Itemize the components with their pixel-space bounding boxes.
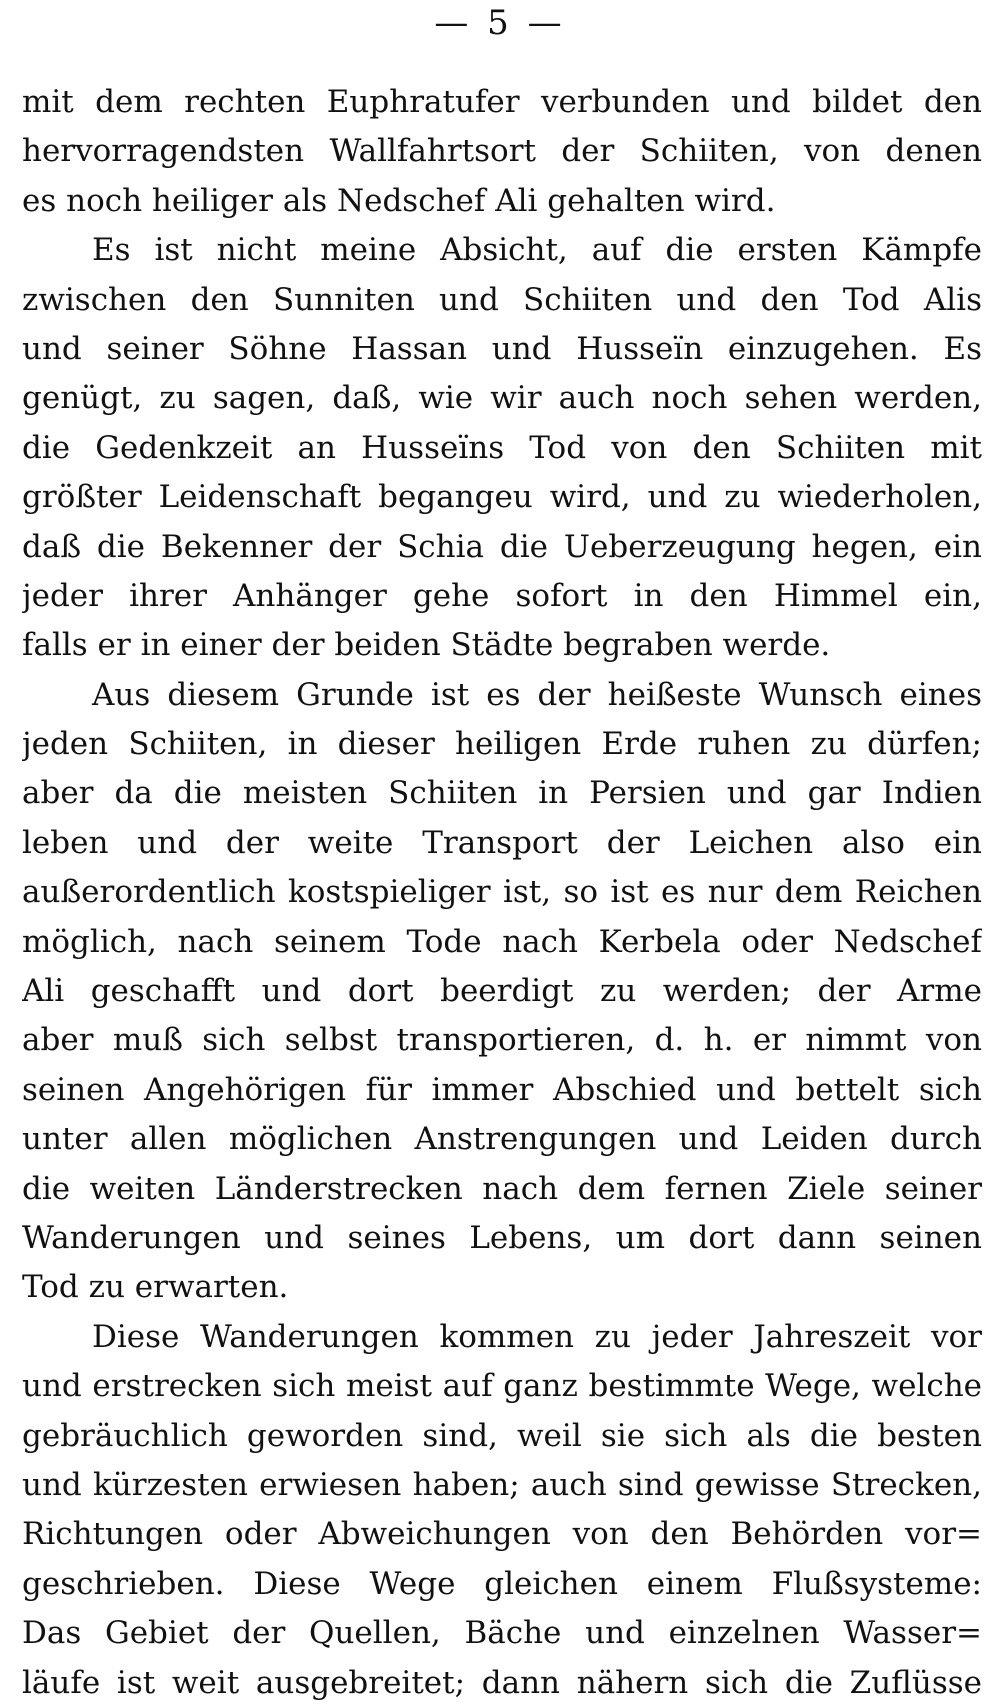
text-line: leben und der weite Transport der Leichen also ein xyxy=(22,824,982,861)
text-line: gebräuchlich geworden sind, weil sie sich als die besten xyxy=(22,1417,982,1454)
text-line: Wanderungen und seines Lebens, um dort dann seinen xyxy=(22,1219,982,1256)
text-line: und kürzesten erwiesen haben; auch sind gewisse Strecken, xyxy=(22,1466,982,1503)
text-line: Das Gebiet der Quellen, Bäche und einzelnen Wasser= xyxy=(22,1615,982,1652)
page-number: — 5 — xyxy=(434,3,566,43)
text-line: zwischen den Sunniten und Schiiten und den Tod Alis xyxy=(22,281,982,318)
text-line: und seiner Söhne Hassan und Husseïn einzugehen. Es xyxy=(22,330,982,367)
text-line: Ali geschafft und dort beerdigt zu werden; der Arme xyxy=(22,973,982,1010)
text-line: hervorragendsten Wallfahrtsort der Schiiten, von denen xyxy=(22,133,982,170)
text-line: Diese Wanderungen kommen zu jeder Jahreszeit vor xyxy=(92,1318,982,1355)
text-line: aber muß sich selbst transportieren, d. h. er nimmt von xyxy=(22,1022,982,1059)
text-line: Aus diesem Grunde ist es der heißeste Wunsch eines xyxy=(92,676,982,713)
text-line: Richtungen oder Abweichungen von den Behörden vor= xyxy=(22,1516,982,1553)
text-line: die Gedenkzeit an Husseïns Tod von den Schiiten mit xyxy=(22,429,982,466)
text-line: unter allen möglichen Anstrengungen und Leiden durch xyxy=(22,1121,982,1158)
text-line: mit dem rechten Euphratufer verbunden und bildet den xyxy=(22,84,982,120)
text-line: jeder ihrer Anhänger gehe sofort in den Himmel ein, xyxy=(22,577,982,614)
text-line: die weiten Länderstrecken nach dem fernen Ziele seiner xyxy=(22,1170,982,1207)
text-line: läufe ist weit ausgebreitet; dann nähern sich die Zuflüsse xyxy=(22,1664,982,1701)
text-line: größter Leidenschaft begangeu wird, und zu wiederholen, xyxy=(22,479,982,516)
text-line: geschrieben. Diese Wege gleichen einem Flußsysteme: xyxy=(22,1565,982,1602)
text-line: es noch heiliger als Nedschef Ali gehalten wird. xyxy=(22,182,776,219)
text-line: und erstrecken sich meist auf ganz bestimmte Wege, welche xyxy=(22,1368,982,1405)
text-line: jeden Schiiten, in dieser heiligen Erde ruhen zu dürfen; xyxy=(22,726,982,763)
text-line: Es ist nicht meine Absicht, auf die ersten Kämpfe xyxy=(92,232,982,269)
text-line: seinen Angehörigen für immer Abschied und bettelt sich xyxy=(22,1071,982,1108)
text-line: genügt, zu sagen, daß, wie wir auch noch sehen werden, xyxy=(22,380,982,417)
text-line: Tod zu erwarten. xyxy=(22,1269,289,1306)
body-text xyxy=(22,78,982,1708)
text-line: falls er in einer der beiden Städte begraben werde. xyxy=(22,627,831,664)
text-line: aber da die meisten Schiiten in Persien und gar Indien xyxy=(22,775,982,812)
text-line: daß die Bekenner der Schia die Ueberzeugung hegen, ein xyxy=(22,528,982,565)
text-line: möglich, nach seinem Tode nach Kerbela oder Nedschef xyxy=(22,923,982,960)
text-line: außerordentlich kostspieliger ist, so ist es nur dem Reichen xyxy=(22,874,982,911)
